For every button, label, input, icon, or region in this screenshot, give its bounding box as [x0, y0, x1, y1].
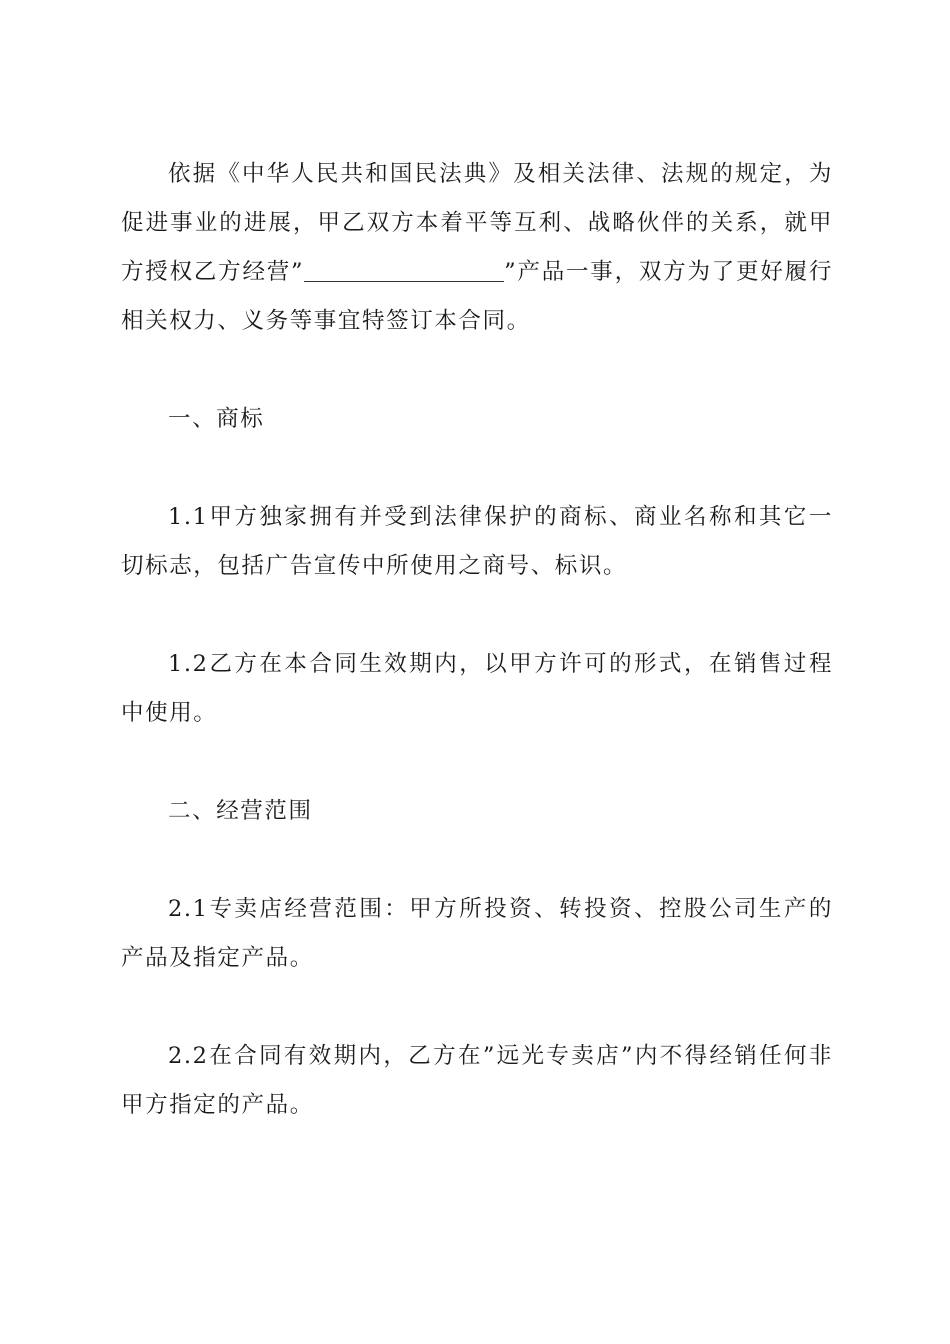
clause-1-2: 1.2乙方在本合同生效期内，以甲方许可的形式，在销售过程中使用。: [121, 651, 833, 726]
clause-2-2: 2.2在合同有效期内，乙方在”远光专卖店”内不得经销任何非甲方指定的产品。: [121, 1043, 833, 1118]
intro-paragraph: [121, 150, 833, 346]
section-heading-business-scope: 二、经营范围: [168, 798, 313, 824]
clause-2-1: 2.1专卖店经营范围：甲方所投资、转投资、控股公司生产的产品及指定产品。: [121, 896, 833, 971]
contract-page: [121, 150, 833, 1130]
product-name-blank: [304, 253, 504, 282]
intro-text-after-blank: ”产品一事，双方为了更好履行相关权力、义务等事宜特签订本合同。: [121, 259, 834, 334]
clause-1-1: 1.1甲方独家拥有并受到法律保护的商标、商业名称和其它一切标志，包括广告宣传中所使用之商号、标识。: [121, 504, 833, 579]
intro-text-before-blank: 依据《中华人民共和国民法典》及相关法律、法规的规定，为促进事业的进展，甲乙双方本着平等互利、战略伙伴的关系，就甲方授权乙方经营”: [121, 161, 833, 285]
section-heading-trademark: 一、商标: [168, 406, 265, 432]
